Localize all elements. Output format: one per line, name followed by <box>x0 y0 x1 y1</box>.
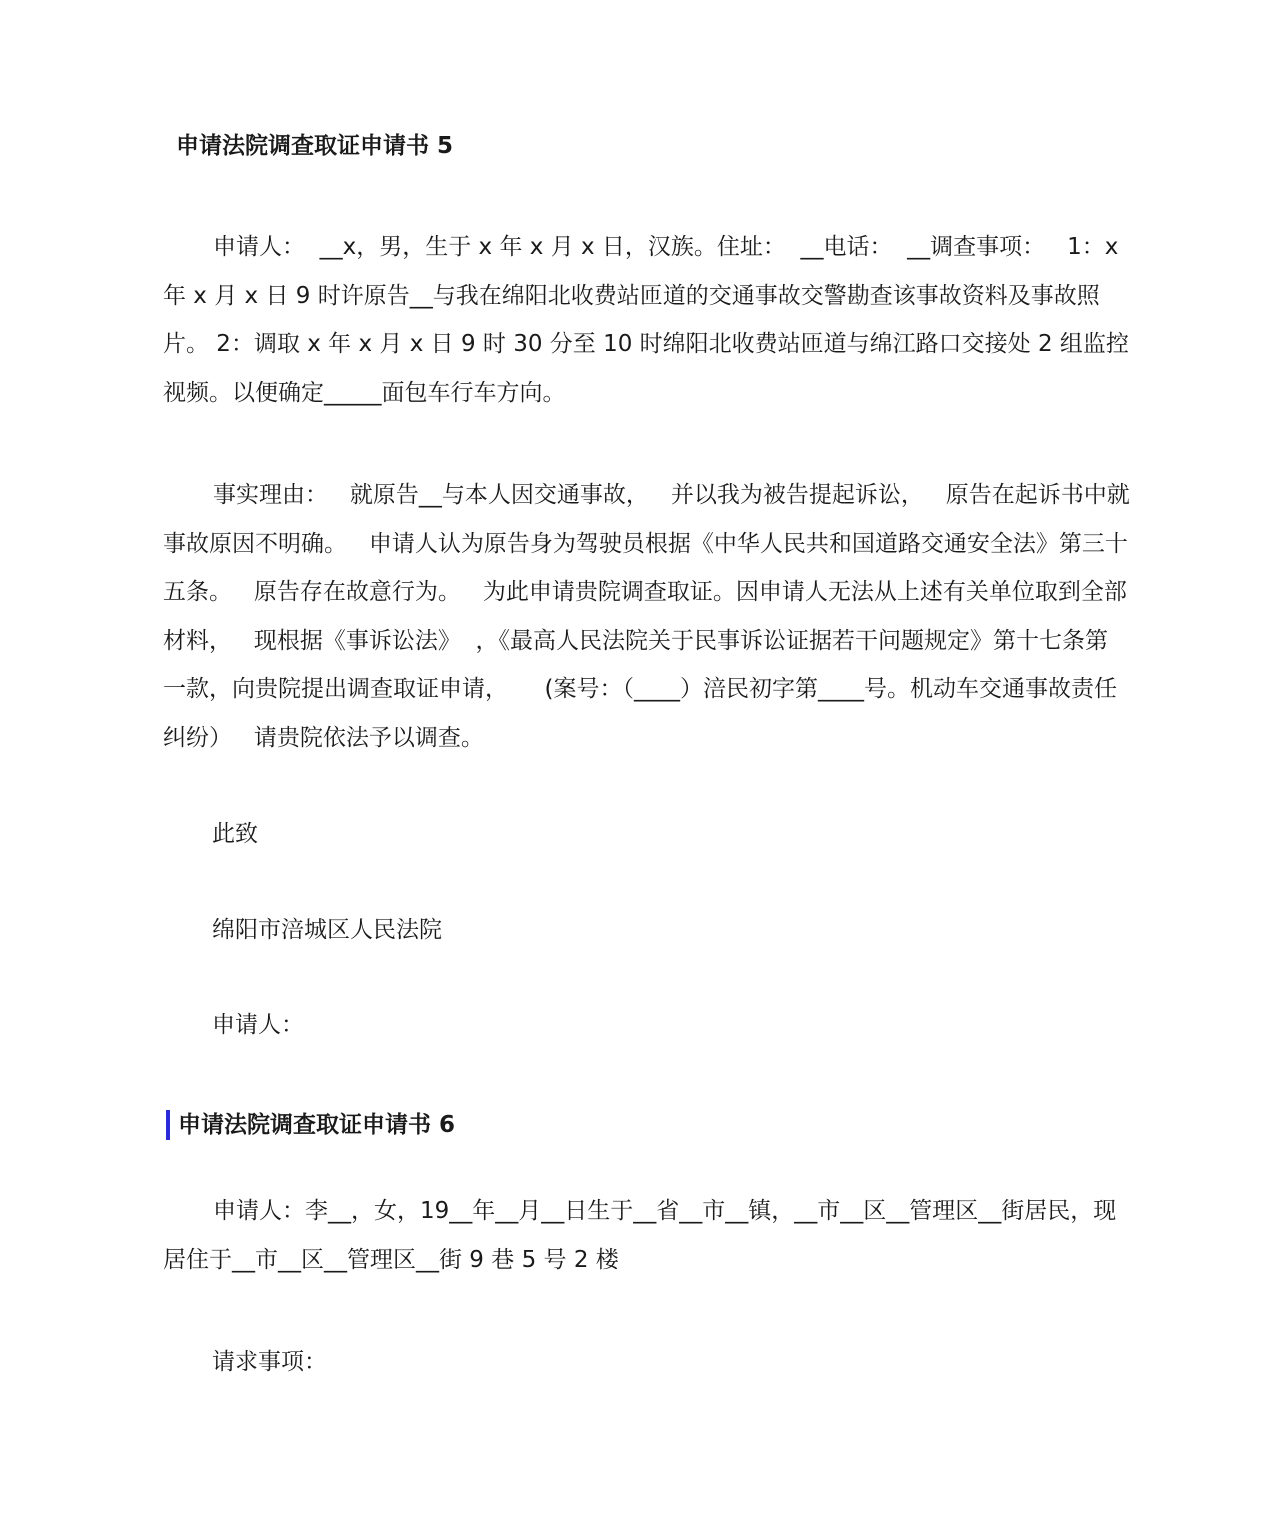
doc5-reasons-paragraph: 事实理由： 就原告__与本人因交通事故， 并以我为被告提起诉讼， 原告在起诉书中就事故原因不明确。 申请人认为原告身为驾驶员根据《中华人民共和国道路交通安全法》第三十五条。 原告存在故意行为。 为此申请贵院调查取证。因申请人无法从上述有关单位取到全部材料， 现根据《事诉讼法》 ，《最高人民法院关于民事诉讼证据若干问题规定》第十七条第一款，向贵院提出调查取证申请， (案号：（____）涪民初字第____号。机动车交通事故责任纠纷） 请贵院依法予以调查。 <box>163 482 1130 751</box>
doc6-request-label: 请求事项： <box>212 1349 327 1375</box>
doc5-title: 申请法院调查取证申请书 5 <box>176 133 454 159</box>
doc5-court-name: 绵阳市涪城区人民法院 <box>212 917 442 943</box>
doc5-applicant-signature-label: 申请人： <box>212 1012 304 1038</box>
doc5-applicant-paragraph: 申请人： __x，男，生于 x 年 x 月 x 日，汉族。住址： __电话： __调查事项： 1：x 年 x 月 x 日 9 时许原告__与我在绵阳北收费站匝道的交通事故交警勘查该事故资料及事故照片。 2：调取 x 年 x 月 x 日 9 时 30 分至 10 时绵阳北收费站匝道与绵江路口交接处 2 组监控视频。以便确定_____面包车行车方向。 <box>163 234 1129 406</box>
doc6-title: 申请法院调查取证申请书 6 <box>166 1110 455 1140</box>
doc5-closing: 此致 <box>212 821 258 847</box>
doc6-applicant-paragraph: 申请人：李__，女，19__年__月__日生于__省__市__镇，__市__区__管理区__街居民，现居住于__市__区__管理区__街 9 巷 5 号 2 楼 <box>163 1198 1117 1273</box>
